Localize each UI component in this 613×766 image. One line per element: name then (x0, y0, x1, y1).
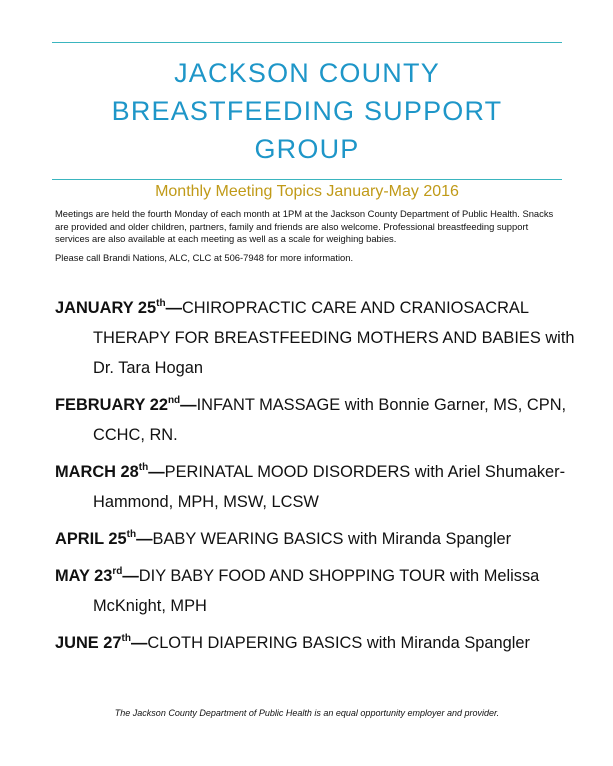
date-suffix: th (138, 462, 149, 473)
page-title (52, 54, 562, 168)
top-divider (52, 42, 562, 43)
title-line-2: BREASTFEEDING SUPPORT (111, 96, 503, 126)
meeting-item-april (55, 524, 575, 554)
meeting-topic: DIY BABY FOOD AND SHOPPING TOUR with Melissa McKnight, MPH (93, 567, 540, 615)
dash: — (122, 567, 139, 585)
date-suffix: th (126, 529, 137, 540)
date-suffix: rd (112, 566, 123, 577)
bottom-divider (52, 179, 562, 180)
page-subtitle: Monthly Meeting Topics January-May 2016 (155, 183, 459, 200)
meeting-topic: BABY WEARING BASICS with Miranda Spangler (152, 530, 512, 548)
meeting-item-march (55, 457, 575, 517)
intro-text (55, 208, 565, 264)
meeting-date: MAY 23 (55, 567, 113, 585)
intro-paragraph: Meetings are held the fourth Monday of each month at 1PM at the Jackson County Department of Public Health. Snacks are provided and older children, partners, family and friends are also welcome. Professional breastfeeding support services are also available at each meeting as well as a scale for weighing babies. (55, 208, 554, 244)
contact-line: Please call Brandi Nations, ALC, CLC at 506-7948 for more information. (55, 251, 354, 263)
meeting-item-may (55, 561, 575, 621)
date-suffix: th (121, 633, 131, 644)
date-suffix: nd (167, 395, 181, 406)
title-line-1: JACKSON COUNTY (174, 58, 440, 88)
dash: — (130, 634, 148, 652)
meeting-list (55, 293, 575, 665)
meeting-date: JANUARY 25 (55, 299, 157, 317)
meeting-item-june (55, 628, 575, 658)
meeting-topic: PERINATAL MOOD DISORDERS with Ariel Shumaker-Hammond, MPH, MSW, LCSW (93, 463, 566, 511)
meeting-date: MARCH 28 (55, 463, 139, 481)
dash: — (180, 396, 197, 414)
meeting-topic: INFANT MASSAGE with Bonnie Garner, MS, CPN, CCHC, RN. (93, 396, 567, 444)
date-suffix: th (156, 298, 166, 309)
meeting-date: FEBRUARY 22 (55, 396, 168, 414)
meeting-item-february (55, 390, 575, 450)
footer-disclaimer: The Jackson County Department of Public Health is an equal opportunity employer and provider. (114, 708, 500, 718)
meeting-topic: CHIROPRACTIC CARE AND CRANIOSACRAL THERAPY FOR BREASTFEEDING MOTHERS AND BABIES with Dr. Tara Hogan (93, 299, 575, 377)
meeting-topic: CLOTH DIAPERING BASICS with Miranda Spangler (147, 634, 530, 652)
dash: — (136, 530, 153, 548)
dash: — (148, 463, 165, 481)
meeting-date: APRIL 25 (55, 530, 127, 548)
title-line-3: GROUP (254, 134, 360, 164)
meeting-date: JUNE 27 (55, 634, 122, 652)
meeting-item-january (55, 293, 575, 383)
dash: — (165, 299, 182, 317)
